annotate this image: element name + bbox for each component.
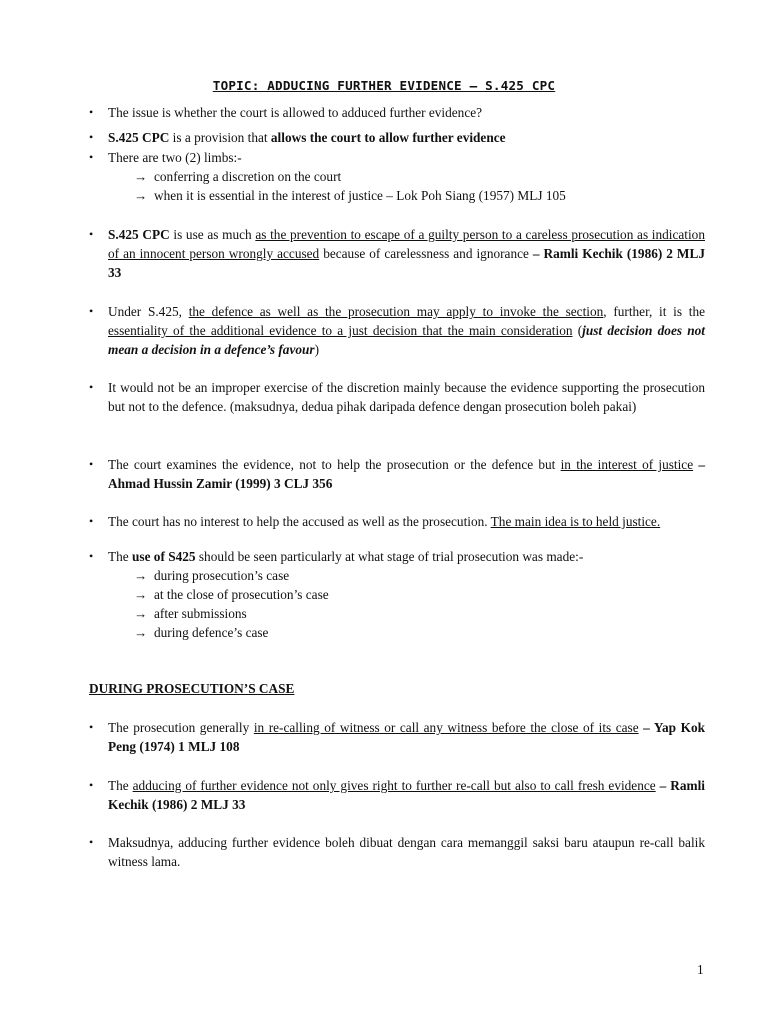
text-run: The [108, 778, 133, 793]
arrow-icon: → [134, 587, 148, 602]
bullet: • [89, 720, 94, 734]
stage-text: at the close of prosecution’s case [154, 587, 329, 602]
paragraph-examination [108, 455, 705, 493]
text-run: , further, it is the [603, 304, 705, 319]
paragraph-application [108, 302, 705, 359]
underlined-text: essentiality of the additional evidence to a just decision that the main consideration [108, 323, 573, 338]
text-run: The prosecution generally [108, 720, 254, 735]
arrow-icon: → [134, 188, 148, 203]
limb-item [134, 167, 341, 186]
stage-text: during defence’s case [154, 625, 269, 640]
paragraph-limbs: There are two (2) limbs:- [108, 150, 242, 165]
stage-item [134, 566, 289, 585]
bullet: • [89, 549, 94, 563]
underlined-text: adducing of further evidence not only gives right to further re-call but also to call fresh evidence [132, 778, 656, 793]
paragraph-provision [108, 128, 705, 147]
stage-text: after submissions [154, 606, 247, 621]
paragraph-stages [108, 547, 705, 566]
stage-text: during prosecution’s case [154, 568, 290, 583]
bullet: • [89, 105, 94, 119]
text-run: ) [314, 342, 320, 357]
case-citation: – Ramli Kechik (1986) 2 MLJ 33 [108, 246, 705, 280]
underlined-text: in the interest of justice [560, 457, 694, 472]
bullet: • [89, 227, 94, 241]
bullet: • [89, 835, 94, 849]
paragraph-meaning: Maksudnya, adducing further evidence boleh dibuat dengan cara memanggil saksi baru ataupun re-call balik witness lama. [108, 835, 705, 869]
limb-text: conferring a discretion on the court [154, 169, 342, 184]
bullet: • [89, 380, 94, 394]
text-run: is a provision that [169, 130, 271, 145]
limb-text: when it is essential in the interest of justice – Lok Poh Siang (1957) MLJ 105 [154, 188, 566, 203]
page-number: 1 [697, 962, 704, 977]
stage-item [134, 585, 329, 604]
stage-item [134, 604, 247, 623]
bullet: • [89, 150, 94, 164]
paragraph-justice [108, 512, 705, 531]
text-run: The [108, 549, 132, 564]
case-citation: – Ahmad Hussin Zamir (1999) 3 CLJ 356 [108, 457, 706, 491]
paragraph-issue: The issue is whether the court is allowed to adduced further evidence? [108, 105, 483, 120]
provision-ref: use of S425 [132, 549, 196, 564]
arrow-icon: → [134, 625, 148, 640]
text-run: Under S.425, [108, 304, 189, 319]
arrow-icon: → [134, 606, 148, 621]
arrow-icon: → [134, 169, 148, 184]
text-run: ( [572, 323, 583, 338]
paragraph-recall [108, 718, 705, 756]
arrow-icon: → [134, 568, 148, 583]
emphasis-text: just decision does not mean a decision in a defence’s favour [108, 323, 705, 357]
text-run: is use as much [169, 227, 256, 242]
limb-item [134, 186, 566, 205]
paragraph-purpose [108, 225, 705, 282]
text-run: because of carelessness and ignorance [319, 246, 533, 261]
underlined-text: in re-calling of witness or call any witness before the close of its case [253, 720, 639, 735]
underlined-text: The main idea is to held justice. [490, 514, 661, 529]
section-heading: DURING PROSECUTION’S CASE [89, 681, 295, 696]
page-title: TOPIC: ADDUCING FURTHER EVIDENCE – S.425 CPC [212, 78, 556, 93]
stage-item [134, 623, 268, 642]
bullet: • [89, 304, 94, 318]
text-run: should be seen particularly at what stage of trial prosecution was made:- [195, 549, 584, 564]
paragraph-fresh-evidence [108, 776, 705, 814]
bullet: • [89, 778, 94, 792]
paragraph-discretion: It would not be an improper exercise of the discretion mainly because the evidence supporting the prosecution but not to the defence. (maksudnya, dedua pihak daripada defence dengan prosecution boleh pakai) [108, 380, 705, 414]
underlined-text: as the prevention to escape of a guilty person to a careless prosecution as indication of an innocent person wrongly accused [108, 227, 705, 261]
provision-ref: S.425 CPC [108, 130, 170, 145]
bullet: • [89, 457, 94, 471]
bullet: • [89, 130, 94, 144]
case-citation: – Yap Kok Peng (1974) 1 MLJ 108 [108, 720, 705, 754]
provision-ref: S.425 CPC [108, 227, 170, 242]
bullet: • [89, 514, 94, 528]
provision-purpose: allows the court to allow further evidence [270, 130, 506, 145]
case-citation: – Ramli Kechik (1986) 2 MLJ 33 [108, 778, 706, 812]
text-run: The court examines the evidence, not to help the prosecution or the defence but [108, 457, 561, 472]
text-run: The court has no interest to help the accused as well as the prosecution. [108, 514, 491, 529]
underlined-text: the defence as well as the prosecution may apply to invoke the section [188, 304, 604, 319]
